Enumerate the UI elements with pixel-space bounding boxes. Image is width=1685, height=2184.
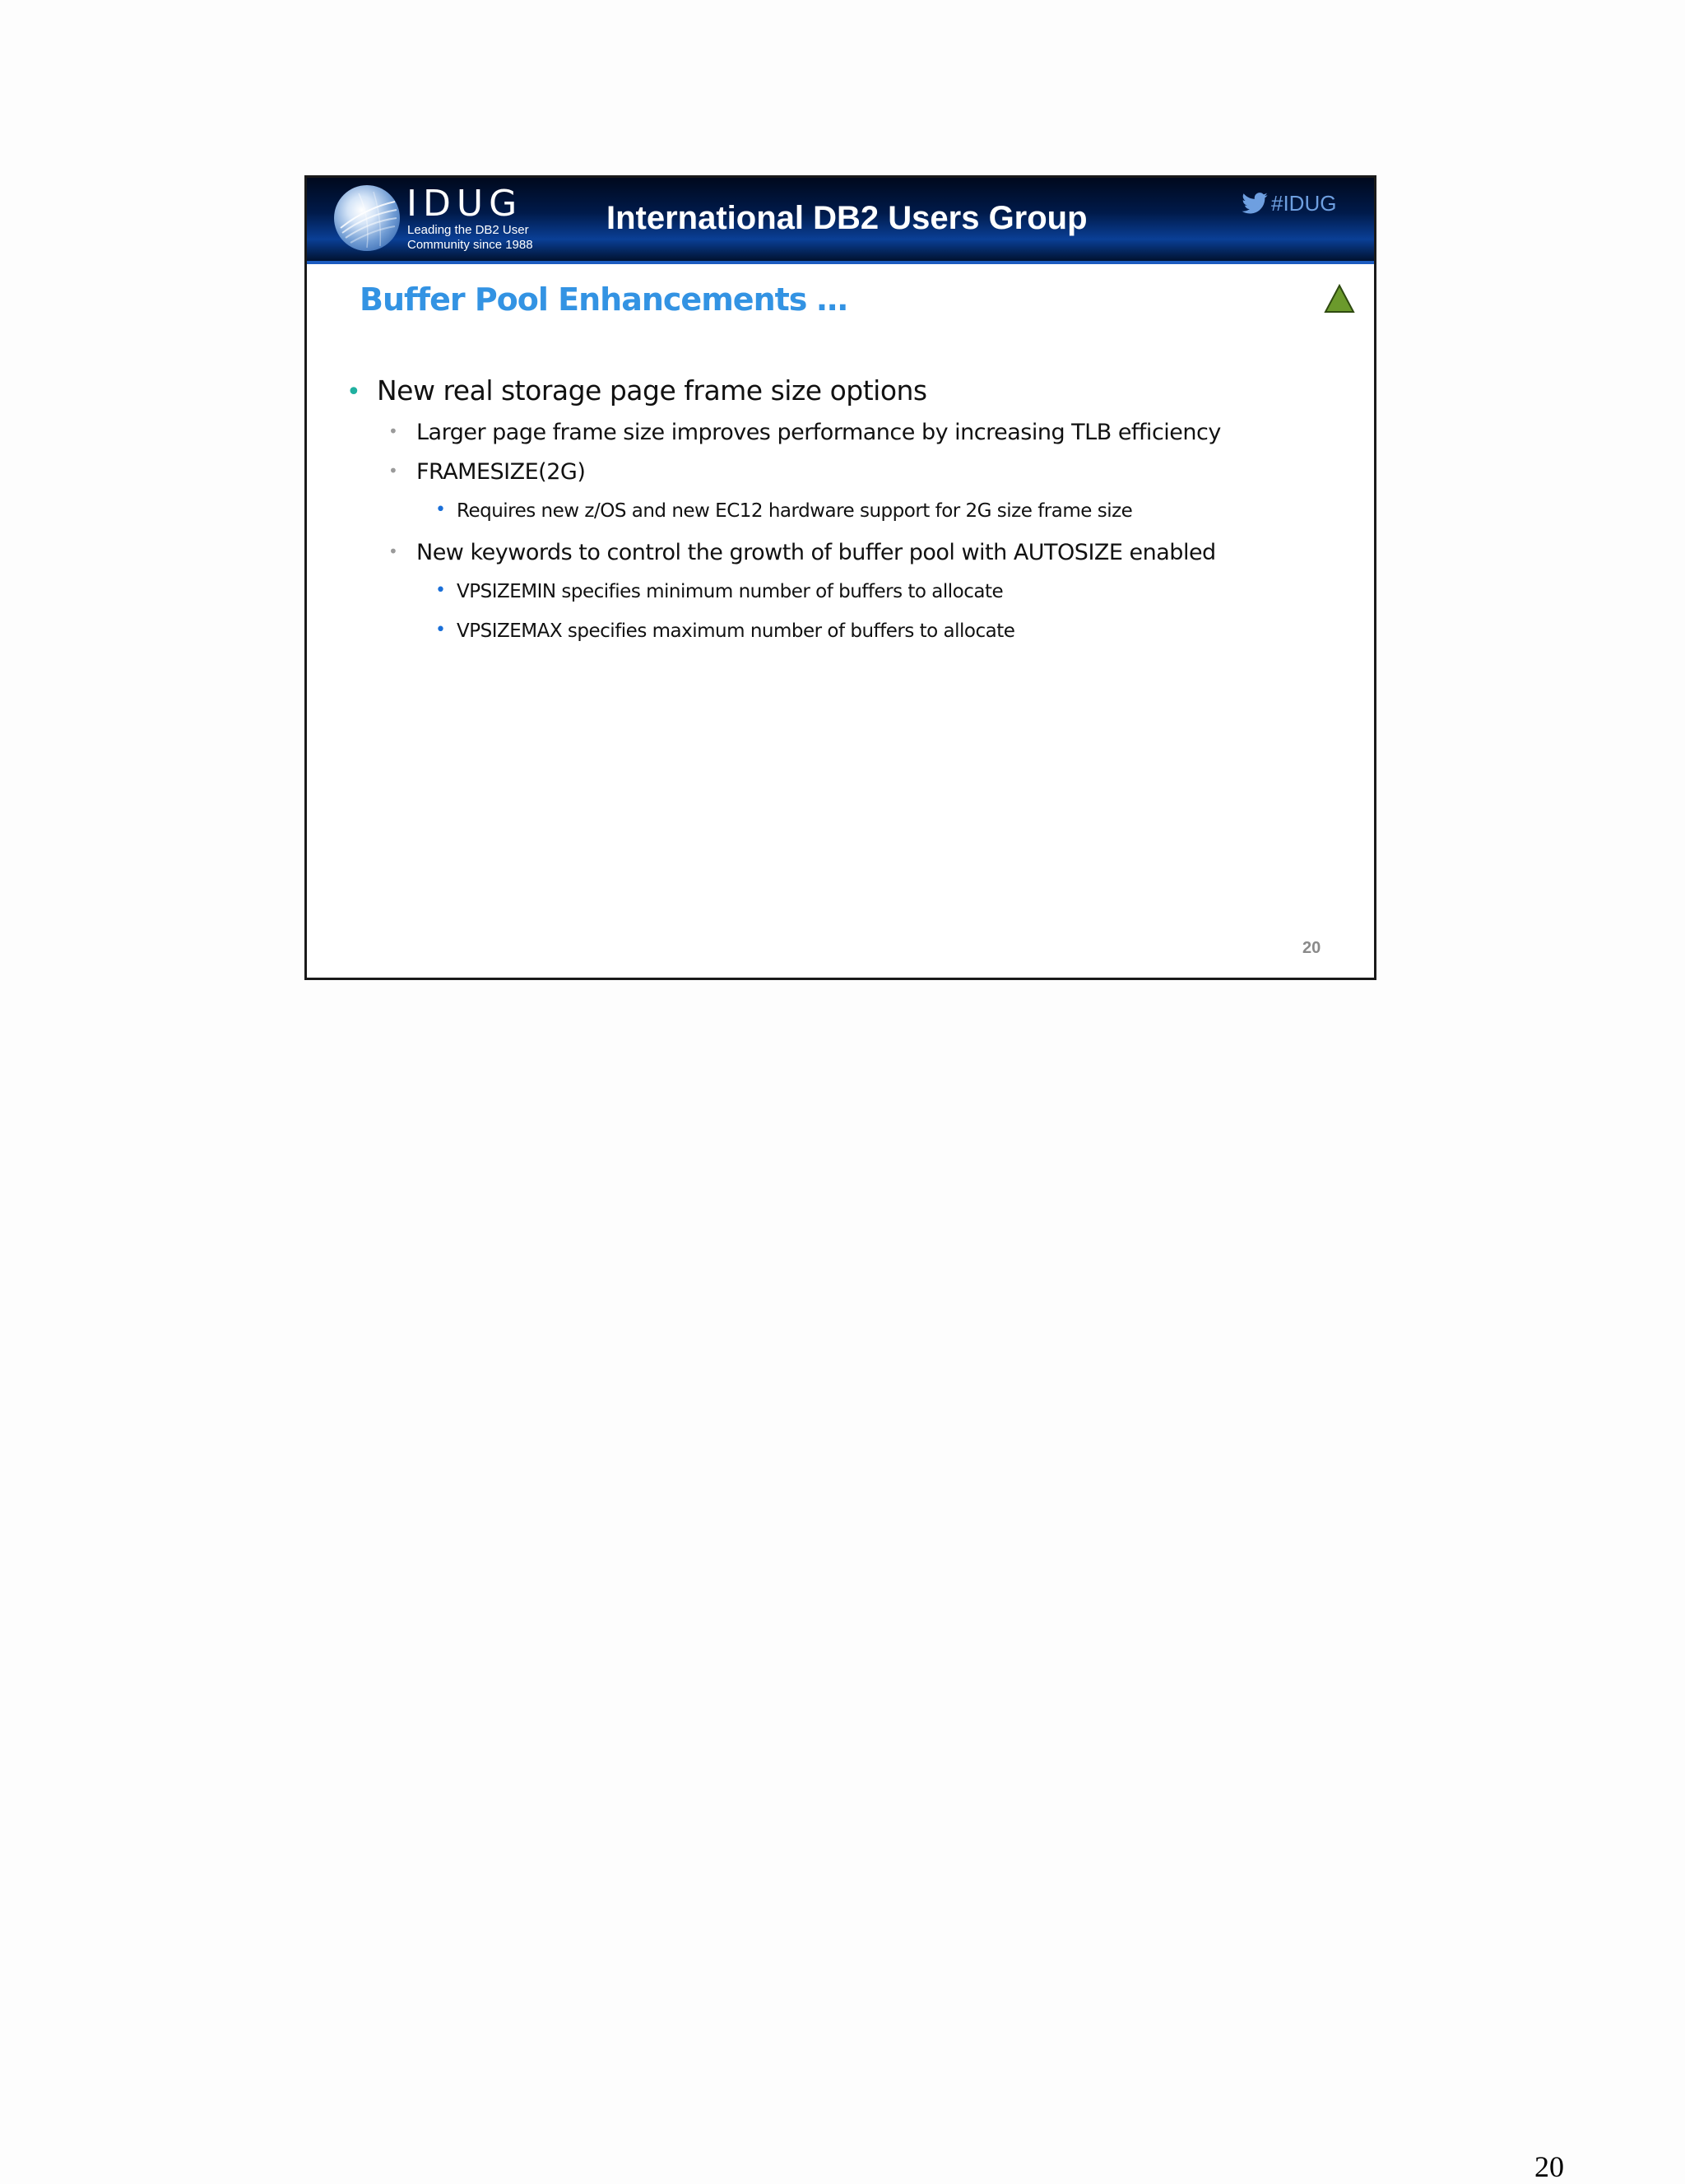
banner-title: International DB2 Users Group (606, 200, 1088, 236)
bullet-dot: • (388, 421, 398, 441)
list-item (435, 580, 1004, 602)
logo-tagline-line-1: Leading the DB2 User (407, 223, 529, 237)
list-item (346, 374, 927, 407)
list-item-text: New keywords to control the growth of buffer pool with AUTOSIZE enabled (416, 540, 1216, 565)
list-item (435, 620, 1015, 642)
bullet-dot: • (435, 580, 446, 601)
list-item (388, 459, 586, 485)
slide-number: 20 (1302, 939, 1321, 957)
list-item-text: VPSIZEMAX specifies maximum number of buffers to allocate (457, 620, 1015, 642)
bullet-dot: • (435, 500, 446, 520)
list-item-text: New real storage page frame size options (377, 374, 927, 407)
list-item-text: VPSIZEMIN specifies minimum number of buffers to allocate (457, 581, 1004, 602)
bullet-dot: • (388, 541, 398, 561)
list-item (388, 420, 1221, 445)
page-number: 20 (1534, 2150, 1564, 2183)
list-item (388, 540, 1216, 565)
list-item-text: Requires new z/OS and new EC12 hardware support for 2G size frame size (457, 500, 1133, 522)
slide (304, 175, 1376, 980)
bullet-dot: • (435, 620, 446, 640)
logo-wordmark: IDUG (406, 183, 523, 225)
list-item-text: FRAMESIZE(2G) (416, 459, 586, 485)
list-item (435, 500, 1133, 522)
bullet-list (307, 178, 1374, 978)
twitter-hashtag-text: #IDUG (1271, 191, 1337, 216)
logo-tagline-line-2: Community since 1988 (407, 238, 533, 252)
bullet-dot: • (346, 378, 361, 407)
bullet-dot: • (388, 461, 398, 481)
list-item-text: Larger page frame size improves performance by increasing TLB efficiency (416, 420, 1221, 445)
slide-title: Buffer Pool Enhancements … (360, 281, 847, 318)
